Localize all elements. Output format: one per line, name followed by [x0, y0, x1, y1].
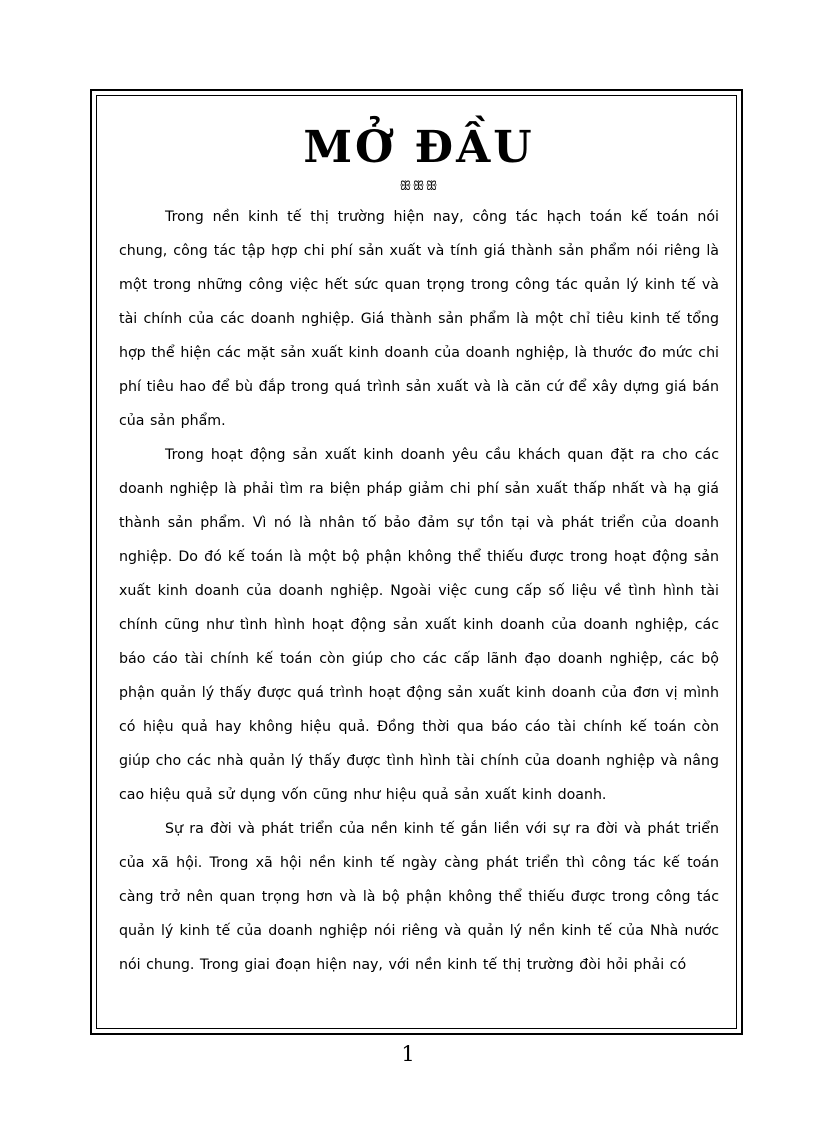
ornament-divider: ꕥꕥꕥ	[399, 179, 439, 194]
document-title: MỞ ĐẦU	[303, 122, 535, 173]
paragraph-3: Sự ra đời và phát triển của nền kinh tế gắn liền với sự ra đời và phát triển của xã hội. Trong xã hội nền kinh tế ngày càng phát triển thì công tác kế toán càng trở nên quan trọng hơn và là bộ phận không thể thiếu được trong công tác quản lý kinh tế của doanh nghiệp nói riêng và quản lý nền kinh tế của Nhà nước nói chung. Trong giai đoạn hiện nay, với nền kinh tế thị trường đòi hỏi phải có	[119, 821, 719, 973]
paragraph-1: Trong nền kinh tế thị trường hiện nay, công tác hạch toán kế toán nói chung, công tác tập hợp chi phí sản xuất và tính giá thành sản phẩm nói riêng là một trong những công việc hết sức quan trọng trong công tác quản lý kinh tế và tài chính của các doanh nghiệp. Giá thành sản phẩm là một chỉ tiêu kinh tế tổng hợp thể hiện các mặt sản xuất kinh doanh của doanh nghiệp, là thước đo mức chi phí tiêu hao để bù đắp trong quá trình sản xuất và là căn cứ để xây dựng giá bán của sản phẩm.	[119, 209, 719, 429]
document-body	[119, 118, 719, 982]
paragraph-2: Trong hoạt động sản xuất kinh doanh yêu cầu khách quan đặt ra cho các doanh nghiệp là phải tìm ra biện pháp giảm chi phí sản xuất thấp nhất và hạ giá thành sản phẩm. Vì nó là nhân tố bảo đảm sự tồn tại và phát triển của doanh nghiệp. Do đó kế toán là một bộ phận không thể thiếu được trong hoạt động sản xuất kinh doanh của doanh nghiệp. Ngoài việc cung cấp số liệu về tình hình tài chính cũng như tình hình hoạt động sản xuất kinh doanh của doanh nghiệp, các báo cáo tài chính kế toán còn giúp cho các cấp lãnh đạo doanh nghiệp, các bộ phận quản lý thấy được quá trình hoạt động sản xuất kinh doanh của đơn vị mình có hiệu quả hay không hiệu quả. Đồng thời qua báo cáo tài chính kế toán còn giúp cho các nhà quản lý thấy được tình hình tài chính của doanh nghiệp và nâng cao hiệu quả sử dụng vốn cũng như hiệu quả sản xuất kinh doanh.	[119, 447, 719, 803]
page-number: 1	[401, 1042, 415, 1066]
